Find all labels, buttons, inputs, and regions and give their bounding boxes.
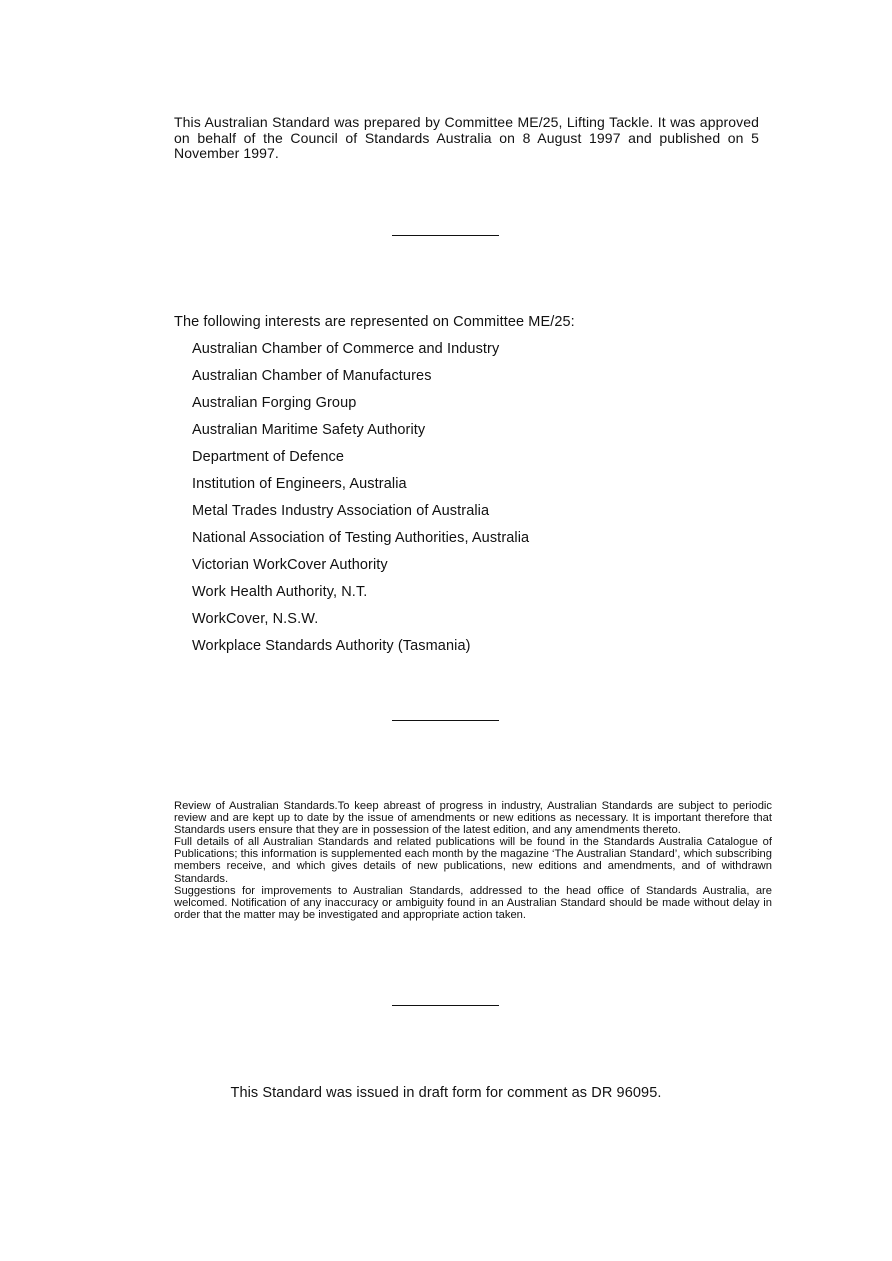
list-item: Victorian WorkCover Authority — [192, 557, 388, 573]
review-paragraph: Review of Australian Standards.To keep abreast of progress in industry, Australian Standards are subject to periodic review and are kept up to date by the issue of amendments or new editions as necessary. It is important therefore that Standards users ensure that they are in possession of the latest edition, and any amendments thereto. — [174, 800, 772, 837]
committee-preparation-note: This Australian Standard was prepared by Committee ME/25, Lifting Tackle. It was approved on behalf of the Council of Standards Australia on 8 August 1997 and published on 5 November 1997. — [174, 114, 759, 161]
section-divider-1 — [392, 235, 499, 236]
list-item: Institution of Engineers, Australia — [192, 476, 407, 492]
list-item: Metal Trades Industry Association of Australia — [192, 503, 490, 519]
committee-interests-section — [174, 313, 759, 664]
list-item: Australian Chamber of Commerce and Industry — [192, 341, 500, 357]
list-item: Department of Defence — [192, 449, 345, 465]
interests-heading: The following interests are represented on Committee ME/25: — [174, 314, 575, 330]
catalogue-paragraph: Full details of all Australian Standards and related publications will be found in the Standards Australia Catalogue of Publications; this information is supplemented each month by the magazine ‘The Australian Standard’, which subscribing members receive, and which gives details of new publications, new editions and amendments, and of withdrawn Standards. — [174, 836, 772, 885]
list-item: Australian Maritime Safety Authority — [192, 422, 426, 438]
list-item: Australian Forging Group — [192, 395, 357, 411]
suggestions-paragraph: Suggestions for improvements to Australian Standards, addressed to the head office of Standards Australia, are welcomed. Notification of any inaccuracy or ambiguity found in an Australian Standard should be made without delay in order that the matter may be investigated and appropriate action taken. — [174, 884, 772, 921]
section-divider-3 — [392, 1005, 499, 1006]
list-item: Work Health Authority, N.T. — [192, 584, 368, 600]
list-item: Workplace Standards Authority (Tasmania) — [192, 638, 471, 654]
section-divider-2 — [392, 720, 499, 721]
list-item: National Association of Testing Authorities, Australia — [192, 530, 530, 546]
list-item: Australian Chamber of Manufactures — [192, 368, 432, 384]
interests-list — [174, 340, 759, 664]
draft-issue-note: This Standard was issued in draft form for comment as DR 96095. — [230, 1085, 662, 1101]
list-item: WorkCover, N.S.W. — [192, 611, 319, 627]
review-of-standards-section — [174, 800, 772, 921]
